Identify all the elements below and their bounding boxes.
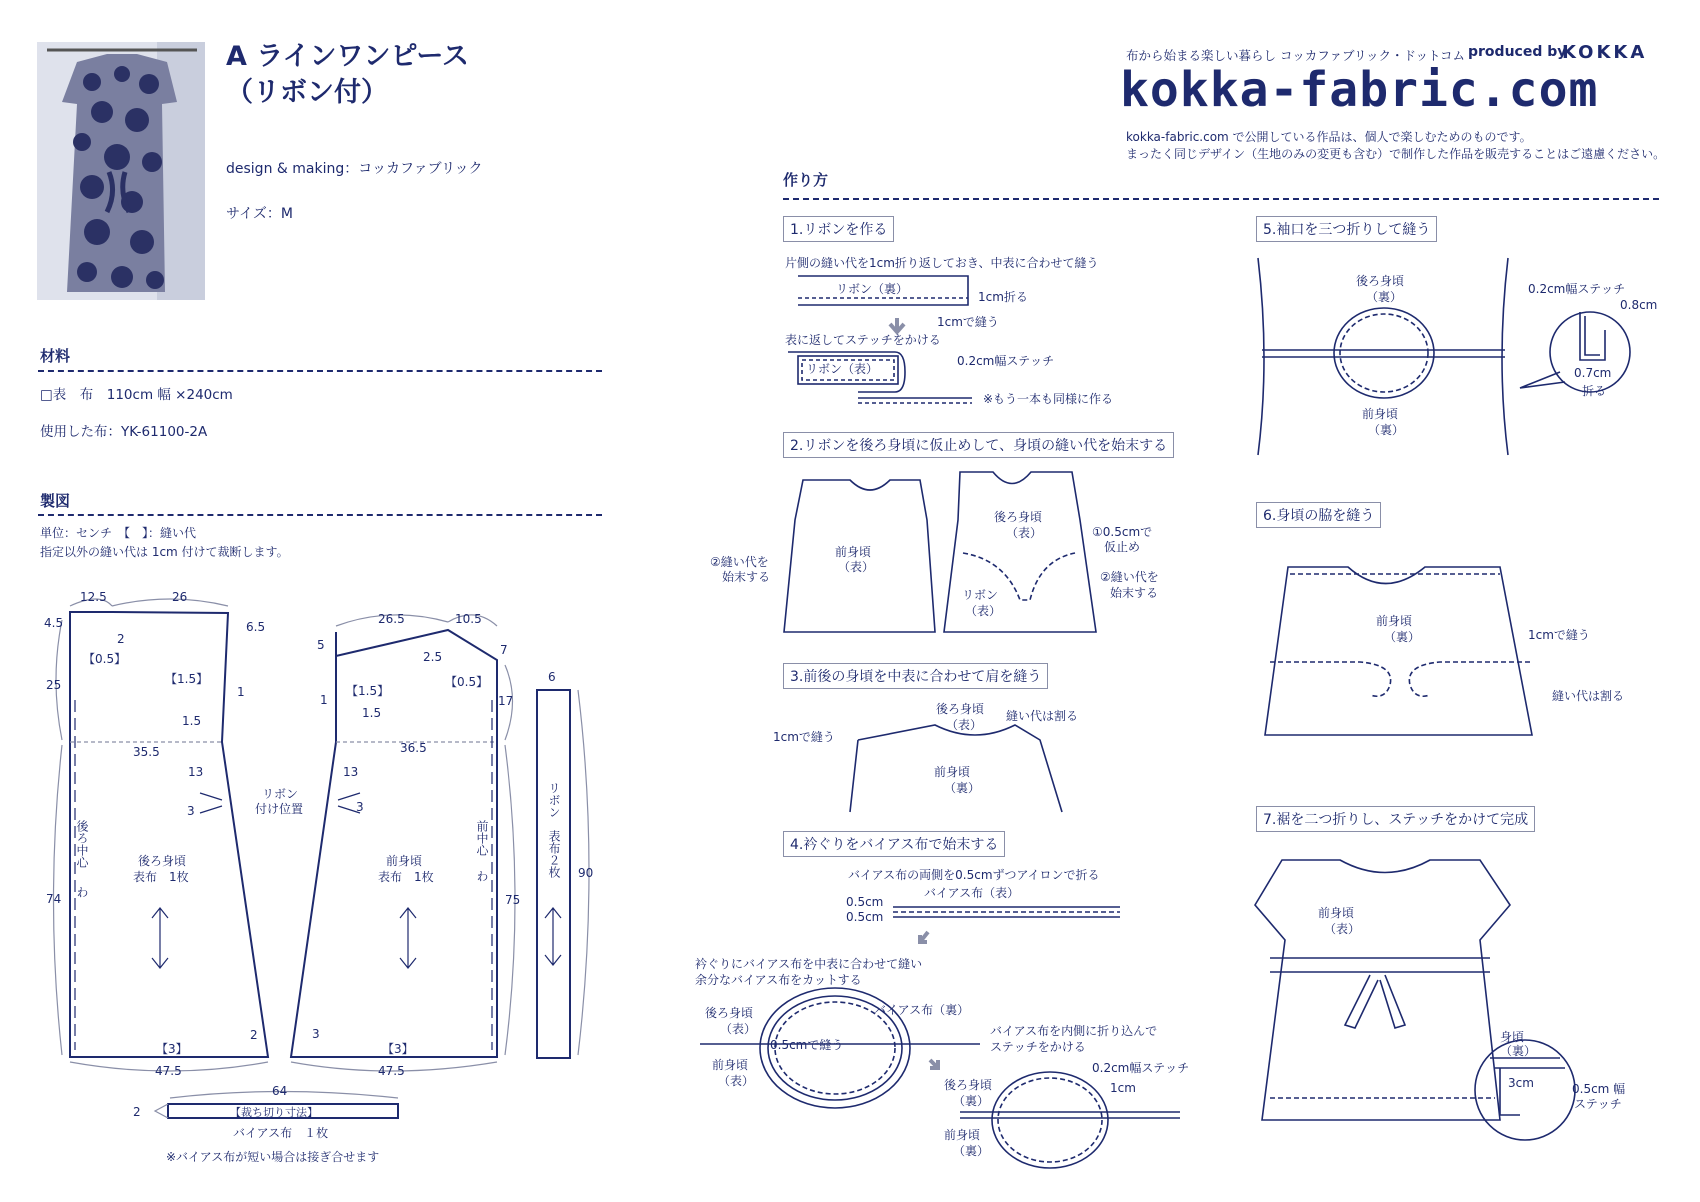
dim-0-5a: 【0.5】 bbox=[83, 652, 127, 666]
notice-line1: kokka-fabric.com で公開している作品は、個人で楽しむためのものです。 bbox=[1126, 130, 1532, 144]
dim-3c: 3 bbox=[356, 800, 364, 814]
seam-note: 指定以外の縫い代は 1cm 付けて裁断します。 bbox=[40, 545, 289, 559]
s3-back: 後ろ身頃 bbox=[936, 702, 985, 716]
dim-1-5b: 1.5 bbox=[182, 714, 202, 728]
dim-13b: 13 bbox=[343, 765, 359, 779]
s5-c07: 0.7cm bbox=[1574, 366, 1612, 380]
dim-3a: 3 bbox=[187, 804, 195, 818]
s2-back-omote: （表） bbox=[1006, 526, 1043, 540]
s2-finish2-left: 始末する bbox=[722, 570, 771, 584]
step6-title: 6.身頃の脇を縫う bbox=[1256, 502, 1381, 528]
s4-iron: バイアス布の両側を0.5cmずつアイロンで折る bbox=[848, 868, 1100, 882]
s7-stitch2: ステッチ bbox=[1574, 1097, 1622, 1111]
ribbon-position-1: リボン bbox=[262, 787, 299, 801]
materials-heading: 材料 bbox=[40, 347, 71, 365]
s4-text3: バイアス布を内側に折り込んで bbox=[990, 1024, 1158, 1038]
s4-bias-ura: バイアス布（裏） bbox=[874, 1003, 970, 1017]
front-fold-label: わ bbox=[475, 870, 489, 882]
design-credit: design & making：コッカファブリック bbox=[226, 161, 483, 177]
dim-0-5b: 【0.5】 bbox=[445, 675, 489, 689]
ribbon-strip-label: リボン 表布２枚 bbox=[547, 782, 561, 878]
title-line2: （リボン付） bbox=[226, 77, 388, 108]
dim-1-5c: 【1.5】 bbox=[346, 684, 390, 698]
s4-sew05: 0.5cmで縫う bbox=[770, 1038, 844, 1052]
front-bodice-name: 前身頃 bbox=[386, 854, 423, 868]
dim-7: 7 bbox=[500, 643, 508, 657]
s4-text1: 衿ぐりにバイアス布を中表に合わせて縫い bbox=[695, 957, 923, 971]
notice-line2: まったく同じデザイン（生地のみの変更も含む）で制作した作品を販売することはご遠慮ください。 bbox=[1126, 147, 1666, 161]
dim-6-5: 6.5 bbox=[246, 620, 266, 634]
s6-front: 前身頃 bbox=[1376, 614, 1413, 628]
s2-ribbon: リボン bbox=[962, 588, 999, 602]
step2-title: 2.リボンを後ろ身頃に仮止めして、身頃の縫い代を始末する bbox=[783, 432, 1174, 458]
s1-ribbon-omote: リボン（表） bbox=[806, 362, 879, 376]
s7-stitch1: 0.5cm 幅 bbox=[1572, 1082, 1626, 1096]
s4-back: 後ろ身頃 bbox=[705, 1006, 754, 1020]
dim-90: 90 bbox=[578, 866, 594, 880]
s4-front-omote: （表） bbox=[718, 1074, 755, 1088]
back-fold-label: わ bbox=[75, 886, 89, 898]
s2-front: 前身頃 bbox=[835, 545, 872, 559]
s6-press: 縫い代は割る bbox=[1552, 689, 1625, 703]
s4-stitch: 0.2cm幅ステッチ bbox=[1092, 1061, 1190, 1075]
s4-front2: 前身頃 bbox=[944, 1128, 981, 1142]
back-bodice-name: 後ろ身頃 bbox=[138, 854, 187, 868]
dim-75: 75 bbox=[505, 893, 521, 907]
produced-by: produced by bbox=[1468, 44, 1567, 60]
s3-sew: 1cmで縫う bbox=[773, 730, 835, 744]
back-bodice-cut: 表布 1枚 bbox=[133, 870, 189, 884]
bias-strip-name: バイアス布 １枚 bbox=[233, 1126, 329, 1140]
dim-36-5: 36.5 bbox=[400, 741, 427, 755]
s4-back2: 後ろ身頃 bbox=[944, 1078, 993, 1092]
s2-finish1-right: ②縫い代を bbox=[1100, 570, 1159, 584]
step4-title: 4.衿ぐりをバイアス布で始末する bbox=[783, 831, 1005, 857]
s1-text2: 表に返してステッチをかける bbox=[785, 333, 941, 347]
dim-47-5b: 47.5 bbox=[378, 1064, 405, 1078]
dim-3e: 【3】 bbox=[382, 1042, 414, 1056]
brand-name: KOKKA bbox=[1562, 42, 1648, 63]
dim-13a: 13 bbox=[188, 765, 204, 779]
s1-text1: 片側の縫い代を1cm折り返しておき、中表に合わせて縫う bbox=[785, 256, 1099, 270]
ribbon-position-2: 付け位置 bbox=[255, 802, 304, 816]
pattern-heading: 製図 bbox=[40, 492, 71, 510]
s2-finish2-right: 始末する bbox=[1110, 586, 1159, 600]
s2-baste1: ①0.5cmで bbox=[1092, 525, 1153, 539]
s2-front-omote: （表） bbox=[838, 560, 875, 574]
dim-10-5: 10.5 bbox=[455, 612, 482, 626]
dim-26-5: 26.5 bbox=[378, 612, 405, 626]
step5-title: 5.袖口を三つ折りして縫う bbox=[1256, 216, 1437, 242]
s4-text4: ステッチをかける bbox=[990, 1040, 1086, 1054]
size-label: サイズ：M bbox=[226, 206, 293, 222]
s4-front: 前身頃 bbox=[712, 1058, 749, 1072]
dim-3d: 3 bbox=[312, 1027, 320, 1041]
step1-title: 1.リボンを作る bbox=[783, 216, 894, 242]
bias-cut-label: 【裁ち切り寸法】 bbox=[230, 1106, 318, 1119]
s1-stitch: 0.2cm幅ステッチ bbox=[957, 354, 1055, 368]
dim-3b: 【3】 bbox=[156, 1042, 188, 1056]
s4-front2-ura: （裏） bbox=[953, 1144, 990, 1158]
fabric-used: 使用した布：YK-61100-2A bbox=[40, 424, 208, 440]
dim-1a: 1 bbox=[237, 685, 245, 699]
s7-body: 身頃 bbox=[1500, 1030, 1525, 1044]
s4-c05b: 0.5cm bbox=[846, 910, 884, 924]
material-item: □表 布 110cm 幅 ×240cm bbox=[40, 387, 233, 403]
dim-47-5a: 47.5 bbox=[155, 1064, 182, 1078]
s4-text2: 余分なバイアス布をカットする bbox=[695, 973, 862, 987]
dim-25: 25 bbox=[46, 678, 62, 692]
s5-front-ura: （裏） bbox=[1368, 423, 1405, 437]
s6-sew: 1cmで縫う bbox=[1528, 628, 1590, 642]
step3-title: 3.前後の身頃を中表に合わせて肩を縫う bbox=[783, 663, 1048, 689]
s2-baste2: 仮止め bbox=[1104, 540, 1141, 554]
s6-front-ura: （裏） bbox=[1384, 630, 1421, 644]
unit-note: 単位：センチ 【 】：縫い代 bbox=[40, 526, 197, 540]
s5-back-ura: （裏） bbox=[1366, 290, 1403, 304]
s4-c1: 1cm bbox=[1110, 1081, 1136, 1095]
s5-fold: 折る bbox=[1582, 384, 1607, 398]
dim-2-5: 2.5 bbox=[423, 650, 443, 664]
bias-note: ※バイアス布が短い場合は接ぎ合せます bbox=[166, 1150, 380, 1164]
back-center-label: 後ろ中心 bbox=[75, 820, 89, 868]
s1-ribbon-ura: リボン（裏） bbox=[836, 282, 909, 296]
dim-35-5: 35.5 bbox=[133, 745, 160, 759]
s2-back: 後ろ身頃 bbox=[994, 510, 1043, 524]
s5-back: 後ろ身頃 bbox=[1356, 274, 1405, 288]
title-line1: A ラインワンピース bbox=[226, 41, 470, 72]
s7-front-omote: （表） bbox=[1324, 922, 1361, 936]
s1-another: ※もう一本も同様に作る bbox=[983, 392, 1114, 406]
dim-1-5d: 1.5 bbox=[362, 706, 382, 720]
dim-26: 26 bbox=[172, 590, 188, 604]
s4-back-omote: （表） bbox=[720, 1022, 757, 1036]
dim-1b: 1 bbox=[320, 693, 328, 707]
s5-stitch: 0.2cm幅ステッチ bbox=[1528, 282, 1626, 296]
s2-finish1-left: ②縫い代を bbox=[710, 555, 769, 569]
s7-front: 前身頃 bbox=[1318, 906, 1355, 920]
howto-heading: 作り方 bbox=[783, 171, 829, 189]
step7-title: 7.裾を二つ折りし、ステッチをかけて完成 bbox=[1256, 806, 1535, 832]
dim-12-5: 12.5 bbox=[80, 590, 107, 604]
s7-body-ura: （裏） bbox=[1500, 1044, 1537, 1058]
dim-5: 5 bbox=[317, 638, 325, 652]
dim-1-5a: 【1.5】 bbox=[165, 672, 209, 686]
dim-74: 74 bbox=[46, 892, 62, 906]
dim-2c: 2 bbox=[133, 1105, 141, 1119]
s1-sew: 1cmで縫う bbox=[937, 315, 999, 329]
s2-ribbon-omote: （表） bbox=[965, 604, 1002, 618]
s3-front: 前身頃 bbox=[934, 765, 971, 779]
dim-2a: 2 bbox=[117, 632, 125, 646]
s4-back2-ura: （裏） bbox=[953, 1094, 990, 1108]
s3-front-ura: （裏） bbox=[944, 781, 981, 795]
s7-c3: 3cm bbox=[1508, 1076, 1534, 1090]
front-bodice-cut: 表布 1枚 bbox=[378, 870, 434, 884]
s3-back-omote: （表） bbox=[946, 718, 983, 732]
s5-c08: 0.8cm bbox=[1620, 298, 1658, 312]
dim-6: 6 bbox=[548, 670, 556, 684]
tagline: 布から始まる楽しい暮らし コッカファブリック・ドットコム bbox=[1126, 48, 1465, 63]
s4-c05a: 0.5cm bbox=[846, 895, 884, 909]
dim-2b: 2 bbox=[250, 1028, 258, 1042]
s1-fold: 1cm折る bbox=[978, 290, 1028, 304]
s3-press: 縫い代は割る bbox=[1006, 709, 1079, 723]
s4-bias-omote: バイアス布（表） bbox=[924, 886, 1020, 900]
site-logo: kokka-fabric.com bbox=[1120, 62, 1599, 118]
dim-17: 17 bbox=[498, 694, 514, 708]
dim-4-5: 4.5 bbox=[44, 616, 64, 630]
s5-front: 前身頃 bbox=[1362, 407, 1399, 421]
front-center-label: 前中心 bbox=[475, 820, 489, 856]
dim-64: 64 bbox=[272, 1084, 288, 1098]
